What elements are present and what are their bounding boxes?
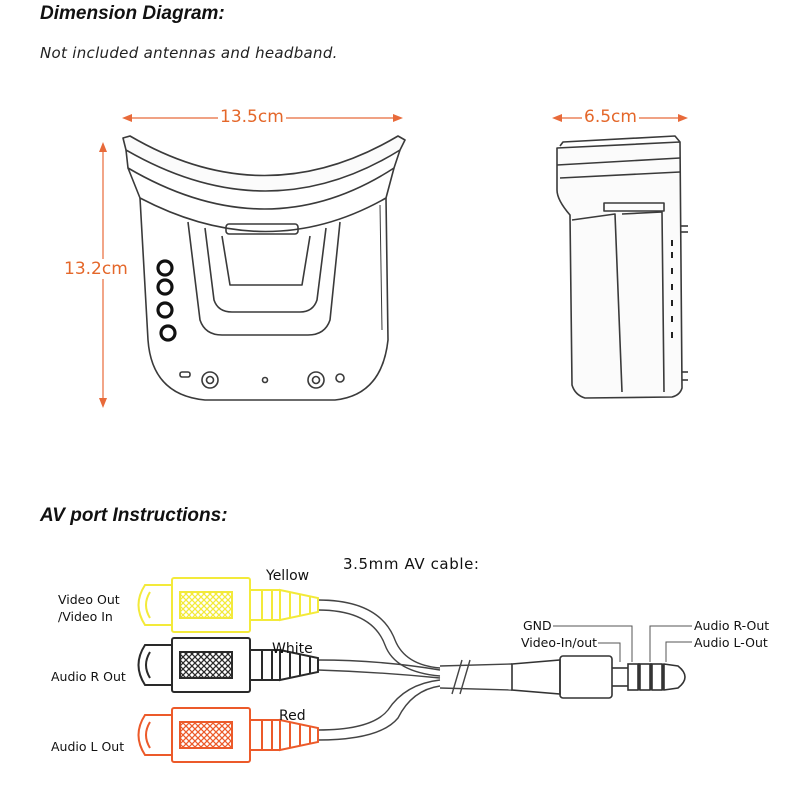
cable-wires: [318, 600, 512, 740]
video-port-label: Video Out /Video In: [58, 592, 120, 624]
av-heading: AV port Instructions:: [40, 505, 228, 526]
video-in-out-label: Video-In/out: [521, 635, 598, 650]
yellow-rca-plug: [139, 578, 319, 632]
depth-dimension-label: 6.5cm: [584, 107, 637, 127]
jack-rings: [638, 664, 664, 690]
yellow-plug-color-label: Yellow: [266, 568, 310, 584]
width-dimension-label: 13.5cm: [220, 107, 284, 127]
gnd-label: GND: [523, 618, 552, 633]
height-dimension-label: 13.2cm: [64, 259, 128, 279]
white-plug-color-label: White: [272, 641, 313, 657]
dimension-note: Not included antennas and headband.: [40, 44, 338, 62]
audio-r-port-label: Audio R Out: [51, 669, 126, 684]
audio-l-out-label: Audio L-Out: [694, 635, 768, 650]
cable-title: 3.5mm AV cable:: [343, 555, 480, 573]
audio-l-port-label: Audio L Out: [51, 739, 125, 754]
red-plug-color-label: Red: [279, 708, 306, 724]
3-5mm-jack: [512, 656, 685, 698]
dimension-heading: Dimension Diagram:: [40, 3, 225, 24]
audio-r-out-label: Audio R-Out: [694, 618, 770, 633]
